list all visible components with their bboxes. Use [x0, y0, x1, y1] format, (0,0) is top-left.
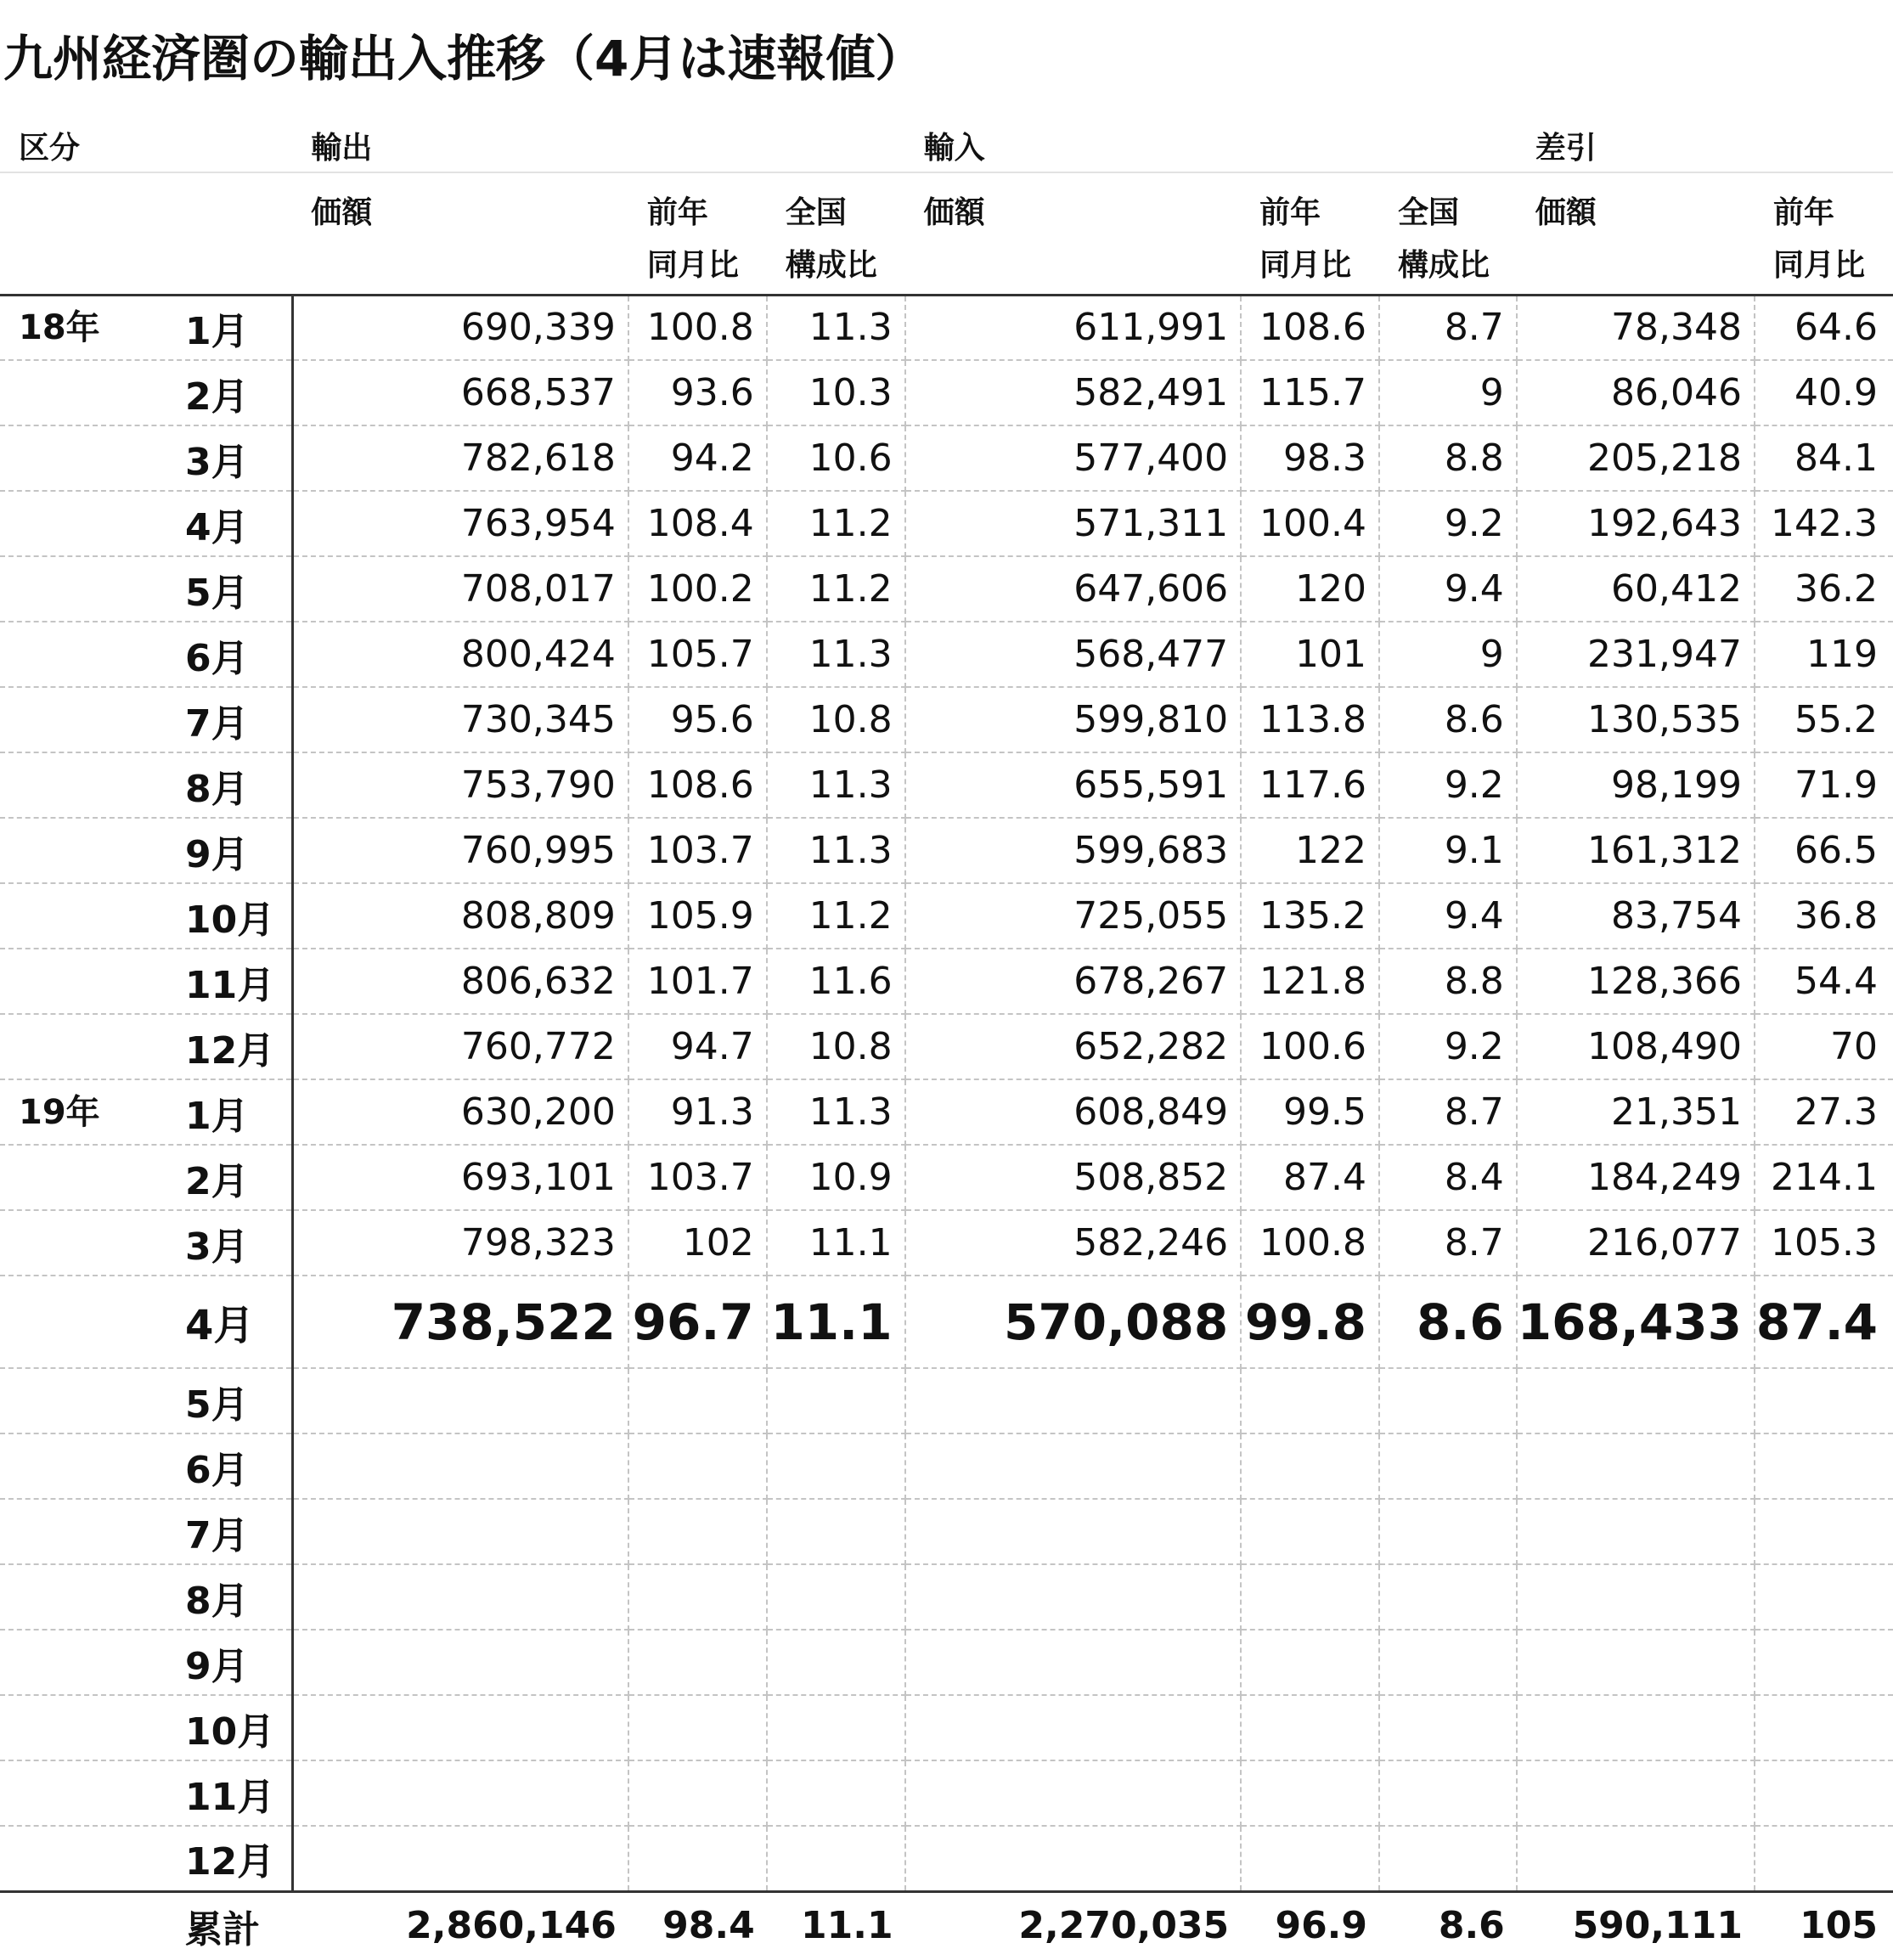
- cell-export-value: 753,790: [292, 752, 628, 818]
- year-label: 18年: [19, 307, 100, 347]
- table-row: [0, 425, 1893, 491]
- cell-balance-yoy: 27.3: [1755, 1079, 1893, 1145]
- cell-balance-value: 184,249: [1517, 1145, 1755, 1210]
- total-import-yoy: 96.9: [1275, 1904, 1368, 1948]
- month-label: 8月: [0, 1564, 292, 1630]
- cell-export-yoy: [628, 1368, 767, 1433]
- cell-export-yoy: [628, 1695, 767, 1760]
- total-balance-yoy: 105: [1800, 1904, 1878, 1948]
- header-balance-value: 価額: [1517, 172, 1755, 295]
- table-row: [0, 295, 1893, 360]
- table-row: [0, 818, 1893, 883]
- cell-import-value: [905, 1695, 1242, 1760]
- cell-import-share: 8.8: [1379, 949, 1517, 1014]
- cell-balance-yoy: 70: [1755, 1014, 1893, 1079]
- cell-import-yoy: 113.8: [1241, 687, 1379, 752]
- month-label: 9月: [0, 1630, 292, 1695]
- cell-balance-value: [1517, 1760, 1755, 1826]
- header-row-groups: [0, 117, 1893, 172]
- cell-balance-value: 60,412: [1517, 556, 1755, 622]
- header-kubun: 区分: [0, 117, 292, 172]
- cell-export-yoy: 94.7: [628, 1014, 767, 1079]
- header-export: 輸出: [292, 117, 904, 172]
- table-row: [0, 752, 1893, 818]
- header-yoy-line1: 前年: [1772, 195, 1834, 230]
- cell-export-value: [292, 1630, 628, 1695]
- cell-import-yoy: [1241, 1368, 1379, 1433]
- header-yoy-line1: 前年: [646, 195, 708, 230]
- month-label: 2月: [0, 1145, 292, 1210]
- cell-import-share: 9: [1379, 622, 1517, 687]
- cell-balance-value: 130,535: [1517, 687, 1755, 752]
- cell-export-yoy: 100.8: [628, 295, 767, 360]
- table-row: [0, 1695, 1893, 1760]
- total-row: [0, 1891, 1893, 1959]
- cell-balance-value: 98,199: [1517, 752, 1755, 818]
- cell-balance-yoy: 36.2: [1755, 556, 1893, 622]
- table-row: [0, 1826, 1893, 1891]
- cell-import-yoy: 115.7: [1241, 360, 1379, 425]
- month-label: 3月: [0, 425, 292, 491]
- cell-balance-yoy: 66.5: [1755, 818, 1893, 883]
- month-label: [0, 295, 292, 360]
- cell-export-share: [767, 1630, 905, 1695]
- cell-export-yoy: [628, 1630, 767, 1695]
- cell-import-value: 611,991: [905, 295, 1242, 360]
- cell-balance-value: 205,218: [1517, 425, 1755, 491]
- cell-import-value: 599,810: [905, 687, 1242, 752]
- total-export-value: 2,860,146: [406, 1904, 617, 1948]
- cell-import-value: 599,683: [905, 818, 1242, 883]
- cell-export-share: [767, 1760, 905, 1826]
- cell-export-yoy: 108.6: [628, 752, 767, 818]
- table-row: [0, 1145, 1893, 1210]
- cell-import-share: [1379, 1695, 1517, 1760]
- cell-import-yoy: 117.6: [1241, 752, 1379, 818]
- cell-export-share: 11.6: [767, 949, 905, 1014]
- month-label: 6月: [0, 622, 292, 687]
- cell-import-value: 577,400: [905, 425, 1242, 491]
- cell-import-share: [1379, 1630, 1517, 1695]
- cell-import-value: 647,606: [905, 556, 1242, 622]
- cell-balance-value: [1517, 1826, 1755, 1891]
- cell-export-share: 11.3: [767, 1079, 905, 1145]
- header-export-yoy: [628, 172, 767, 295]
- cell-balance-yoy: 87.4: [1755, 1276, 1893, 1368]
- cell-balance-value: 168,433: [1517, 1276, 1755, 1368]
- cell-import-share: [1379, 1499, 1517, 1564]
- cell-import-yoy: [1241, 1630, 1379, 1695]
- cell-import-value: [905, 1499, 1242, 1564]
- cell-export-yoy: [628, 1826, 767, 1891]
- cell-balance-value: [1517, 1433, 1755, 1499]
- header-import-share: [1379, 172, 1517, 295]
- cell-import-value: 582,246: [905, 1210, 1242, 1276]
- cell-import-share: [1379, 1564, 1517, 1630]
- cell-import-value: [905, 1368, 1242, 1433]
- cell-export-yoy: 94.2: [628, 425, 767, 491]
- cell-import-yoy: 98.3: [1241, 425, 1379, 491]
- table-row: [0, 491, 1893, 556]
- header-yoy-line2: 同月比: [1772, 248, 1865, 283]
- cell-import-yoy: [1241, 1499, 1379, 1564]
- cell-export-yoy: 103.7: [628, 1145, 767, 1210]
- cell-export-share: 11.2: [767, 556, 905, 622]
- cell-import-value: [905, 1760, 1242, 1826]
- cell-import-yoy: 87.4: [1241, 1145, 1379, 1210]
- cell-import-yoy: 101: [1241, 622, 1379, 687]
- cell-export-yoy: 105.7: [628, 622, 767, 687]
- cell-balance-value: [1517, 1368, 1755, 1433]
- header-yoy-line2: 同月比: [646, 248, 739, 283]
- cell-balance-yoy: 54.4: [1755, 949, 1893, 1014]
- cell-balance-yoy: [1755, 1368, 1893, 1433]
- header-yoy-line1: 前年: [1259, 195, 1321, 230]
- cell-import-share: 9.2: [1379, 1014, 1517, 1079]
- cell-balance-value: 21,351: [1517, 1079, 1755, 1145]
- cell-export-value: 690,339: [292, 295, 628, 360]
- month-text: 1月: [185, 1094, 249, 1138]
- cell-balance-yoy: 55.2: [1755, 687, 1893, 752]
- cell-import-yoy: 121.8: [1241, 949, 1379, 1014]
- cell-export-yoy: 93.6: [628, 360, 767, 425]
- header-export-share: [767, 172, 905, 295]
- cell-export-yoy: 101.7: [628, 949, 767, 1014]
- cell-export-share: 11.2: [767, 491, 905, 556]
- cell-export-value: 693,101: [292, 1145, 628, 1210]
- cell-balance-value: [1517, 1499, 1755, 1564]
- header-yoy-line2: 同月比: [1259, 248, 1352, 283]
- cell-export-value: 763,954: [292, 491, 628, 556]
- trade-table: [0, 117, 1893, 1959]
- cell-balance-yoy: 119: [1755, 622, 1893, 687]
- cell-import-share: 9.2: [1379, 491, 1517, 556]
- table-row: [0, 1079, 1893, 1145]
- table-row: [0, 360, 1893, 425]
- cell-import-value: [905, 1826, 1242, 1891]
- cell-import-share: 9.4: [1379, 883, 1517, 949]
- header-share-line1: 全国: [785, 195, 847, 230]
- cell-export-share: 11.1: [767, 1210, 905, 1276]
- cell-export-value: [292, 1499, 628, 1564]
- cell-export-share: 10.8: [767, 687, 905, 752]
- cell-export-yoy: 91.3: [628, 1079, 767, 1145]
- cell-import-yoy: [1241, 1564, 1379, 1630]
- header-blank: [0, 172, 292, 295]
- cell-balance-value: 83,754: [1517, 883, 1755, 949]
- cell-export-yoy: [628, 1760, 767, 1826]
- cell-import-yoy: 100.8: [1241, 1210, 1379, 1276]
- cell-export-value: 800,424: [292, 622, 628, 687]
- cell-import-share: 8.7: [1379, 295, 1517, 360]
- cell-export-value: 782,618: [292, 425, 628, 491]
- cell-import-share: 8.4: [1379, 1145, 1517, 1210]
- cell-export-value: 760,995: [292, 818, 628, 883]
- table-row: [0, 687, 1893, 752]
- cell-balance-yoy: [1755, 1564, 1893, 1630]
- table-row: [0, 883, 1893, 949]
- cell-import-share: [1379, 1368, 1517, 1433]
- header-balance: 差引: [1517, 117, 1893, 172]
- cell-balance-yoy: 64.6: [1755, 295, 1893, 360]
- cell-balance-yoy: 40.9: [1755, 360, 1893, 425]
- table-row: [0, 1433, 1893, 1499]
- cell-balance-value: 192,643: [1517, 491, 1755, 556]
- cell-import-value: 571,311: [905, 491, 1242, 556]
- cell-export-share: 11.3: [767, 622, 905, 687]
- cell-import-value: [905, 1433, 1242, 1499]
- cell-export-share: 11.2: [767, 883, 905, 949]
- cell-export-share: [767, 1826, 905, 1891]
- month-label: 4月: [0, 1276, 292, 1368]
- cell-export-yoy: 105.9: [628, 883, 767, 949]
- cell-export-value: 808,809: [292, 883, 628, 949]
- cell-export-share: 10.8: [767, 1014, 905, 1079]
- month-label: 3月: [0, 1210, 292, 1276]
- table-row: [0, 1210, 1893, 1276]
- table-row: [0, 949, 1893, 1014]
- cell-import-share: 9: [1379, 360, 1517, 425]
- cell-import-share: 8.8: [1379, 425, 1517, 491]
- cell-balance-value: 86,046: [1517, 360, 1755, 425]
- cell-export-value: [292, 1433, 628, 1499]
- cell-export-value: 730,345: [292, 687, 628, 752]
- month-label: 4月: [0, 491, 292, 556]
- cell-import-yoy: [1241, 1826, 1379, 1891]
- cell-export-value: 798,323: [292, 1210, 628, 1276]
- cell-import-yoy: [1241, 1760, 1379, 1826]
- header-import-value: 価額: [905, 172, 1242, 295]
- cell-import-share: 8.6: [1379, 687, 1517, 752]
- cell-balance-yoy: [1755, 1760, 1893, 1826]
- cell-import-share: 8.6: [1379, 1276, 1517, 1368]
- cell-import-yoy: [1241, 1433, 1379, 1499]
- total-export-yoy: 98.4: [662, 1904, 755, 1948]
- cell-export-value: [292, 1564, 628, 1630]
- cell-export-value: 708,017: [292, 556, 628, 622]
- total-export-share: 11.1: [801, 1904, 893, 1948]
- table-row: [0, 1368, 1893, 1433]
- cell-balance-yoy: [1755, 1499, 1893, 1564]
- cell-export-yoy: [628, 1433, 767, 1499]
- cell-import-yoy: 122: [1241, 818, 1379, 883]
- cell-export-yoy: 108.4: [628, 491, 767, 556]
- cell-import-value: 678,267: [905, 949, 1242, 1014]
- cell-balance-value: 231,947: [1517, 622, 1755, 687]
- total-label: 累計: [185, 1907, 260, 1952]
- cell-import-value: 570,088: [905, 1276, 1242, 1368]
- cell-import-yoy: 100.4: [1241, 491, 1379, 556]
- cell-export-value: [292, 1695, 628, 1760]
- cell-export-yoy: [628, 1499, 767, 1564]
- page-title: 九州経済圏の輸出入推移（4月は速報値）: [3, 30, 925, 87]
- month-label: 5月: [0, 1368, 292, 1433]
- table-row: [0, 1564, 1893, 1630]
- cell-import-share: 9.2: [1379, 752, 1517, 818]
- cell-export-value: 668,537: [292, 360, 628, 425]
- cell-import-value: 582,491: [905, 360, 1242, 425]
- cell-import-share: [1379, 1760, 1517, 1826]
- cell-export-value: [292, 1368, 628, 1433]
- cell-export-yoy: 95.6: [628, 687, 767, 752]
- table-row: [0, 1630, 1893, 1695]
- cell-balance-value: 128,366: [1517, 949, 1755, 1014]
- table-row: [0, 1014, 1893, 1079]
- cell-export-share: [767, 1368, 905, 1433]
- cell-export-yoy: 102: [628, 1210, 767, 1276]
- cell-import-share: [1379, 1433, 1517, 1499]
- cell-import-share: 9.4: [1379, 556, 1517, 622]
- header-export-value: 価額: [292, 172, 628, 295]
- cell-export-value: [292, 1826, 628, 1891]
- cell-balance-yoy: 105.3: [1755, 1210, 1893, 1276]
- header-share-line2: 構成比: [785, 248, 877, 283]
- month-label: 12月: [0, 1014, 292, 1079]
- header-import: 輸入: [905, 117, 1517, 172]
- cell-export-value: 630,200: [292, 1079, 628, 1145]
- cell-import-value: 725,055: [905, 883, 1242, 949]
- month-label: 7月: [0, 687, 292, 752]
- cell-export-share: 10.9: [767, 1145, 905, 1210]
- cell-balance-yoy: 84.1: [1755, 425, 1893, 491]
- cell-balance-value: 161,312: [1517, 818, 1755, 883]
- cell-balance-yoy: 36.8: [1755, 883, 1893, 949]
- table-row: [0, 1499, 1893, 1564]
- cell-import-yoy: 99.8: [1241, 1276, 1379, 1368]
- cell-export-share: 10.6: [767, 425, 905, 491]
- cell-export-value: 738,522: [292, 1276, 628, 1368]
- header-share-line1: 全国: [1398, 195, 1460, 230]
- cell-export-value: 760,772: [292, 1014, 628, 1079]
- cell-balance-yoy: 142.3: [1755, 491, 1893, 556]
- cell-export-share: [767, 1564, 905, 1630]
- cell-import-share: [1379, 1826, 1517, 1891]
- total-import-share: 8.6: [1438, 1904, 1505, 1948]
- month-label: 5月: [0, 556, 292, 622]
- cell-balance-value: [1517, 1695, 1755, 1760]
- cell-balance-yoy: 71.9: [1755, 752, 1893, 818]
- cell-export-share: [767, 1695, 905, 1760]
- month-label: 10月: [0, 1695, 292, 1760]
- cell-balance-value: 108,490: [1517, 1014, 1755, 1079]
- cell-balance-yoy: [1755, 1695, 1893, 1760]
- cell-export-yoy: 103.7: [628, 818, 767, 883]
- cell-import-yoy: 120: [1241, 556, 1379, 622]
- month-label: 8月: [0, 752, 292, 818]
- cell-export-share: 11.3: [767, 295, 905, 360]
- month-label: 11月: [0, 949, 292, 1014]
- month-label: 11月: [0, 1760, 292, 1826]
- table-row: [0, 1760, 1893, 1826]
- cell-import-yoy: 99.5: [1241, 1079, 1379, 1145]
- cell-balance-value: [1517, 1564, 1755, 1630]
- year-label: 19年: [19, 1092, 100, 1132]
- cell-import-value: 652,282: [905, 1014, 1242, 1079]
- month-label: 7月: [0, 1499, 292, 1564]
- month-label: 10月: [0, 883, 292, 949]
- total-balance-value: 590,111: [1572, 1904, 1743, 1948]
- cell-import-value: 508,852: [905, 1145, 1242, 1210]
- total-import-value: 2,270,035: [1018, 1904, 1230, 1948]
- cell-export-share: [767, 1433, 905, 1499]
- cell-balance-value: 216,077: [1517, 1210, 1755, 1276]
- month-text: 1月: [185, 309, 249, 353]
- cell-export-value: 806,632: [292, 949, 628, 1014]
- table-row: [0, 556, 1893, 622]
- cell-export-value: [292, 1760, 628, 1826]
- cell-balance-yoy: [1755, 1826, 1893, 1891]
- month-label: 12月: [0, 1826, 292, 1891]
- cell-export-share: [767, 1499, 905, 1564]
- month-label: [0, 1079, 292, 1145]
- cell-balance-yoy: [1755, 1630, 1893, 1695]
- table-row: [0, 1276, 1893, 1368]
- cell-import-share: 8.7: [1379, 1210, 1517, 1276]
- cell-export-yoy: [628, 1564, 767, 1630]
- month-label: 6月: [0, 1433, 292, 1499]
- month-label: 9月: [0, 818, 292, 883]
- cell-export-share: 11.3: [767, 818, 905, 883]
- cell-export-share: 11.3: [767, 752, 905, 818]
- header-balance-yoy: [1755, 172, 1893, 295]
- cell-import-value: [905, 1630, 1242, 1695]
- cell-export-yoy: 100.2: [628, 556, 767, 622]
- cell-balance-value: 78,348: [1517, 295, 1755, 360]
- cell-balance-value: [1517, 1630, 1755, 1695]
- cell-import-value: 568,477: [905, 622, 1242, 687]
- cell-import-value: 655,591: [905, 752, 1242, 818]
- cell-import-yoy: 135.2: [1241, 883, 1379, 949]
- cell-balance-yoy: [1755, 1433, 1893, 1499]
- cell-import-value: [905, 1564, 1242, 1630]
- cell-export-share: 11.1: [767, 1276, 905, 1368]
- cell-import-yoy: [1241, 1695, 1379, 1760]
- month-label: 2月: [0, 360, 292, 425]
- header-import-yoy: [1241, 172, 1379, 295]
- header-row-columns: [0, 172, 1893, 295]
- header-share-line2: 構成比: [1398, 248, 1490, 283]
- cell-balance-yoy: 214.1: [1755, 1145, 1893, 1210]
- cell-import-share: 8.7: [1379, 1079, 1517, 1145]
- cell-import-yoy: 100.6: [1241, 1014, 1379, 1079]
- cell-import-share: 9.1: [1379, 818, 1517, 883]
- cell-import-value: 608,849: [905, 1079, 1242, 1145]
- cell-import-yoy: 108.6: [1241, 295, 1379, 360]
- cell-export-yoy: 96.7: [628, 1276, 767, 1368]
- cell-export-share: 10.3: [767, 360, 905, 425]
- table-row: [0, 622, 1893, 687]
